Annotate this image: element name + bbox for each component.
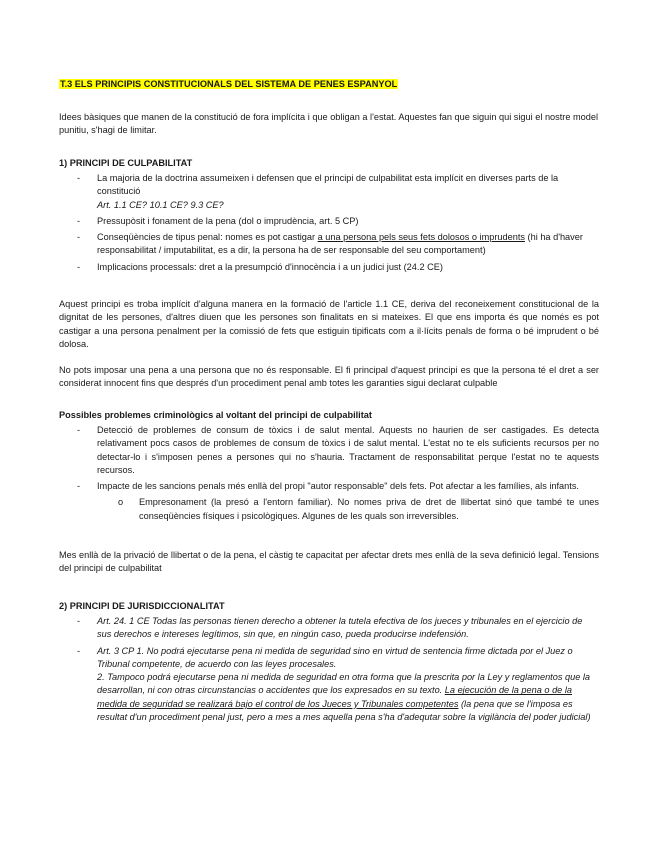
list-item-text: Conseqüències de tipus penal: nomes es pot castigar [97, 232, 318, 243]
list-item-text: Implicacions processals: dret a la presumpció d'innocència i a un judici just (24.2 CE) [97, 261, 443, 272]
dash-bullet: - [77, 481, 81, 492]
list-item-text: La majoria de la doctrina assumeixen i defensen que el principi de culpabilitat esta implícit en diverses parts de la constitució [97, 173, 559, 197]
circle-bullet: o [118, 497, 124, 508]
article-reference: Art. 1.1 CE? 10.1 CE? 9.3 CE? [97, 199, 224, 210]
list-item [59, 480, 599, 493]
culpabilitat-paragraph-1: Aquest principi es troba implícit d'alguna manera en la formació de l'article 1.1 CE, deriva del reconeixement constitucional de la dignitat de les persones, d'altres diuen que les persones son finalitats en si mateixes. El que ens importa és que només es pot castigar a una persona penalment per la comissió de fets que estiguin tipificats com a il·lícits penals de forma o bé imprudent o bé dolosa. [59, 299, 599, 349]
dash-bullet: - [77, 645, 81, 656]
section-jurisdiccionalitat-heading: 2) PRINCIPI DE JURISDICCIONALITAT [59, 601, 225, 611]
document-title: T.3 ELS PRINCIPIS CONSTITUCIONALS DEL SISTEMA DE PENES ESPANYOL [60, 79, 398, 89]
list-item-text: Detecció de problemes de consum de tòxics i de salut mental. Aquests no haurien de ser castigades. Es detecta relativament pocs casos de problemes de consum de tòxics i de salut mental. L'estat no te els suficients recursos per no detectar-lo i s'imposen penes a persones qui no s'hauria. Tractament de responsabilitat perque l'estat no te aquests recursos. [97, 425, 599, 475]
list-item [59, 424, 599, 477]
sub-list-item-text: Empresonament (la presó a l'entorn familiar). No nomes priva de dret de llibertat sinó que també te unes conseqüències físiques i psicològiques. Algunes de les quals son irreversibles. [139, 497, 599, 521]
dash-bullet: - [77, 173, 81, 183]
dash-bullet: - [77, 261, 81, 272]
list-item-text: Pressupòsit i fonament de la pena (dol o imprudència, art. 5 CP) [97, 215, 359, 226]
problemes-paragraph: Mes enllà de la privació de llibertat o de la pena, el càstig te capacitat per afectar drets mes enllà de la seva definició legal. Tensions del principi de culpabilitat [59, 550, 599, 574]
article-quote: 2. Tampoco podrá ejecutarse pena ni medida de seguridad en otra forma que la prescrita por la Ley y reglamentos que la desarrollan, ni con otras circunstancias o accidentes que los expresados en su texto. [97, 672, 591, 696]
dash-bullet: - [77, 232, 81, 243]
list-item [59, 645, 599, 725]
document-title-line [59, 78, 599, 91]
problemes-heading: Possibles problemes criminològics al voltant del principi de culpabilitat [59, 410, 372, 420]
list-item [59, 172, 600, 212]
dash-bullet: - [77, 215, 81, 226]
section-culpabilitat-heading: 1) PRINCIPI DE CULPABILITAT [59, 158, 193, 168]
problemes-list [59, 424, 599, 523]
culpabilitat-list [59, 172, 600, 274]
dash-bullet: - [77, 616, 81, 626]
underlined-text: a una persona pels seus fets dolosos o imprudents [317, 232, 525, 243]
sub-list-item [59, 496, 599, 523]
list-item-text: Impacte de les sancions penals més enllà del propi "autor responsable" dels fets. Pot afectar a les famílies, als infants. [97, 481, 579, 492]
list-item [59, 231, 600, 258]
list-item [59, 215, 600, 228]
list-item-text: (hi ha d'haver responsabilitat / imputabilitat, es a dir, la persona ha de ser responsable del seu comportament) [97, 232, 583, 256]
article-quote: Art. 3 CP 1. No podrá ejecutarse pena ni medida de seguridad sino en virtud de sentencia firme dictada por el Juez o Tribunal competente, de acuerdo con las leyes procesales. [97, 645, 573, 669]
article-comment: (la pena que se l'imposa es resultat d'un procediment penal just, pero a mes a mes aquella pena s'ha d'adequtar sobre la vigilància del poder judicial) [97, 698, 591, 723]
article-quote: Art. 24. 1 CE Todas las personas tienen derecho a obtener la tutela efectiva de los jueces y tribunales en el ejercicio de sus derechos e intereses legítimos, sin que, en ningún caso, pueda producirse indefensión. [97, 616, 583, 640]
underlined-text: La ejecución de la pena o de la medida de seguridad se realizará bajo el control de los Jueces y Tribunales competentes [97, 685, 572, 709]
intro-paragraph: Idees bàsiques que manen de la constitució de fora implícita i que obligan a l'estat. Aquestes fan que siguin qui sigui el nostre model punitiu, s'hagi de limitar. [59, 112, 599, 136]
list-item [59, 261, 600, 274]
culpabilitat-paragraph-2: No pots imposar una pena a una persona que no és responsable. El fi principal d'aquest principi es que la persona té el dret a ser considerat innocent fins que després d'un procediment penal amb totes les garanties sigui declarat culpable [59, 365, 599, 389]
jurisdiccionalitat-list [59, 615, 599, 724]
list-item [59, 615, 599, 642]
dash-bullet: - [77, 425, 81, 435]
